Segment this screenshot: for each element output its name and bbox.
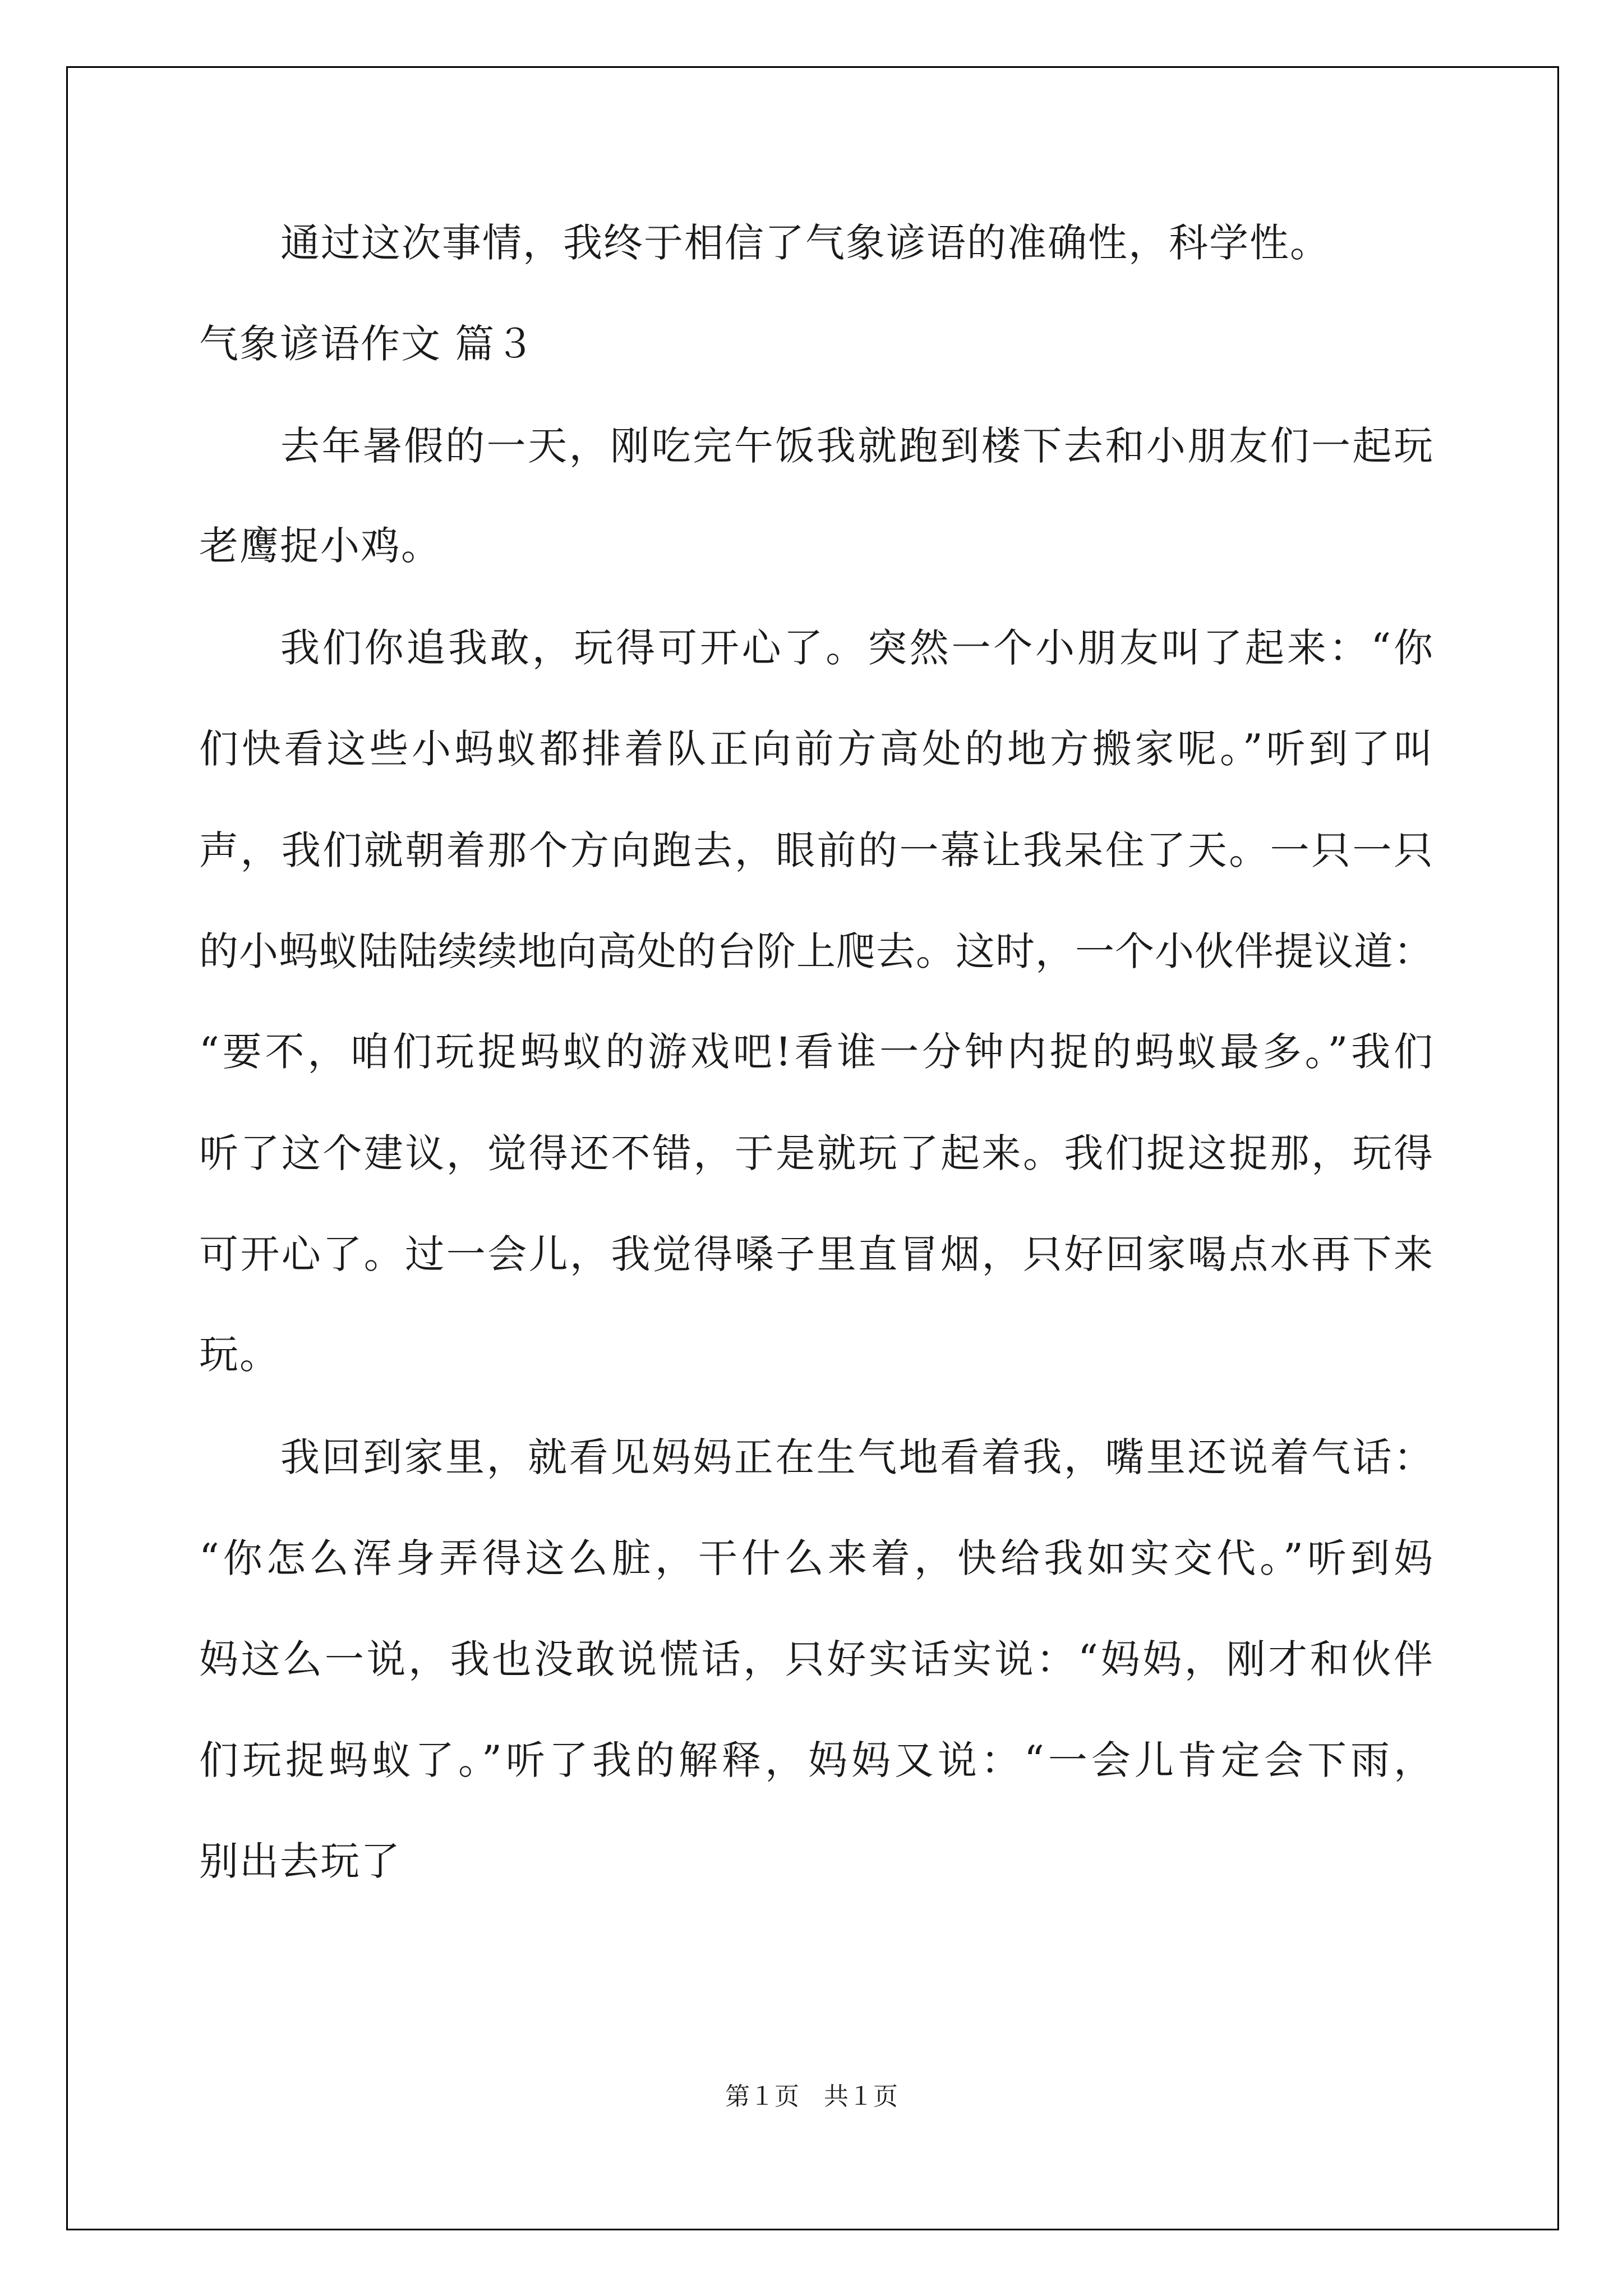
paragraph-line: 声，我们就朝着那个方向跑去，眼前的一幕让我呆住了天。一只一只: [199, 827, 1433, 873]
paragraph-line: 我们你追我敢，玩得可开心了。突然一个小朋友叫了起来：“你: [280, 625, 1433, 671]
paragraph-line: 们快看这些小蚂蚁都排着队正向前方高处的地方搬家呢。”听到了叫: [199, 726, 1433, 772]
paragraph-line: 们玩捉蚂蚁了。”听了我的解释，妈妈又说：“一会儿肯定会下雨，: [199, 1737, 1433, 1783]
paragraph-line: “要不，咱们玩捉蚂蚁的游戏吧!看谁一分钟内捉的蚂蚁最多。”我们: [199, 1029, 1433, 1075]
paragraph-line: 我回到家里，就看见妈妈正在生气地看着我，嘴里还说着气话：: [280, 1434, 1433, 1480]
page-footer: 第１页 共１页: [725, 2082, 898, 2111]
paragraph-line: 老鹰捉小鸡。: [199, 523, 441, 569]
paragraph-line: 妈这么一说，我也没敢说慌话，只好实话实说：“妈妈，刚才和伙伴: [199, 1636, 1433, 1682]
paragraph-line: 去年暑假的一天，刚吃完午饭我就跑到楼下去和小朋友们一起玩: [280, 423, 1433, 469]
paragraph-line: 可开心了。过一会儿，我觉得嗓子里直冒烟，只好回家喝点水再下来: [199, 1231, 1433, 1277]
paragraph-line: 听了这个建议，觉得还不错，于是就玩了起来。我们捉这捉那，玩得: [199, 1130, 1433, 1176]
paragraph-line: 通过这次事情，我终于相信了气象谚语的准确性，科学性。: [280, 220, 1330, 266]
paragraph-line: 的小蚂蚁陆陆续续地向高处的台阶上爬去。这时，一个小伙伴提议道：: [199, 928, 1433, 974]
paragraph-line: 别出去玩了: [199, 1838, 401, 1884]
paragraph-line: “你怎么浑身弄得这么脏，干什么来着，快给我如实交代。”听到妈: [199, 1535, 1433, 1581]
section-heading: 气象谚语作文 篇３: [199, 321, 536, 367]
paragraph-line: 玩。: [199, 1332, 280, 1378]
